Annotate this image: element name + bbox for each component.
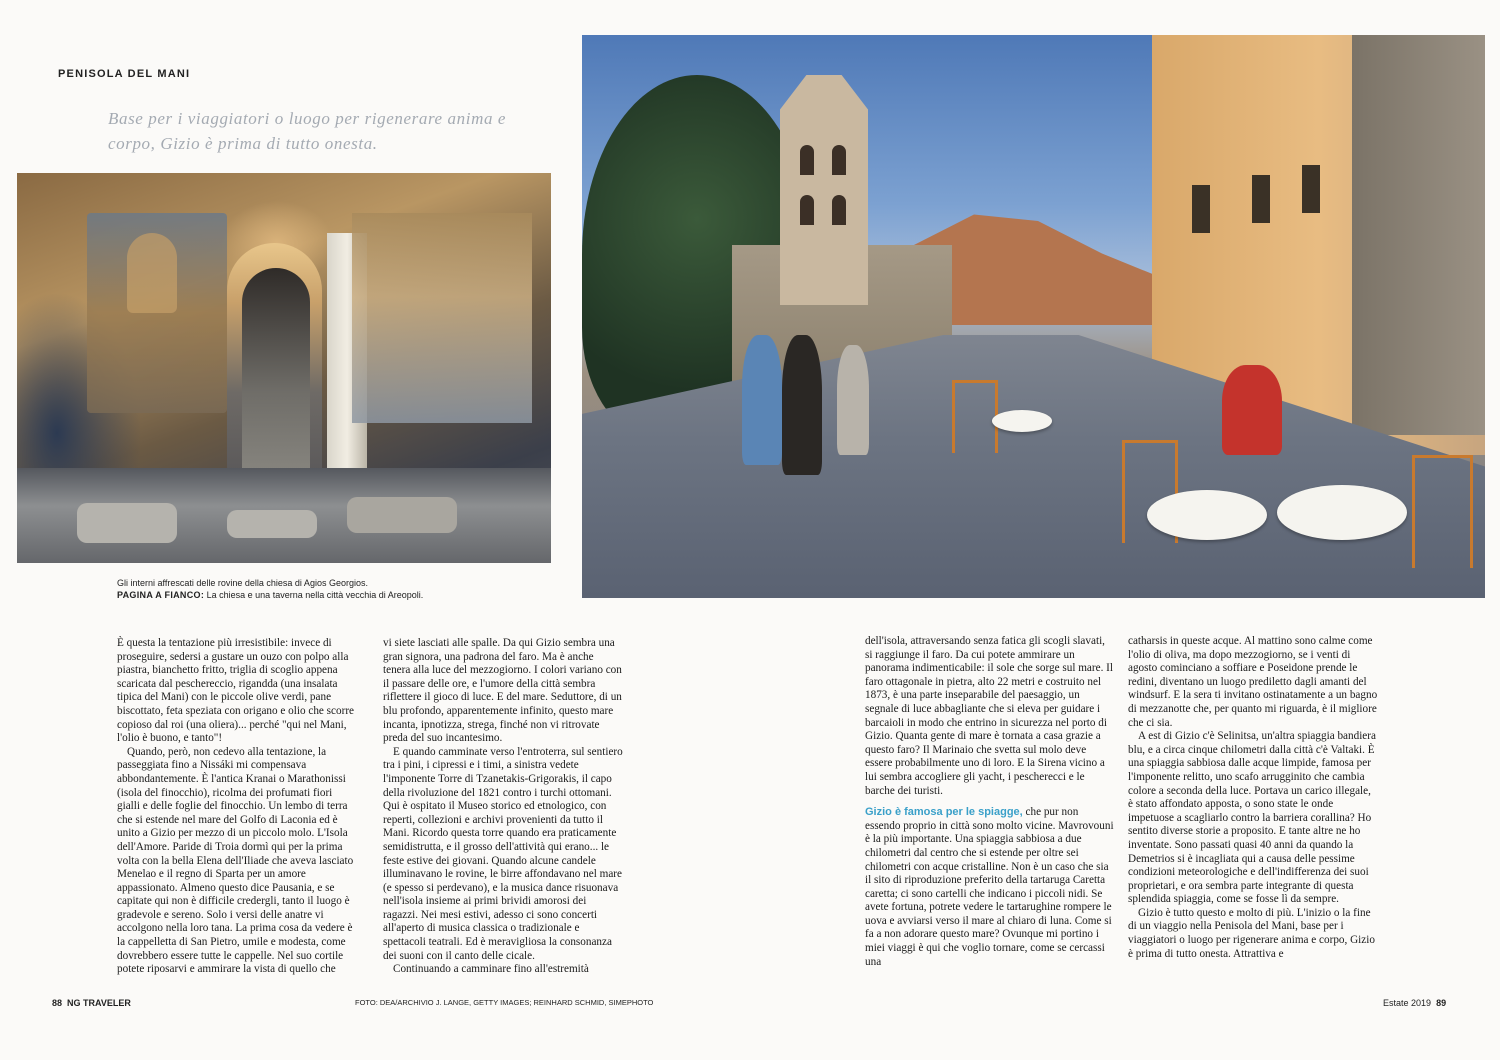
bell-opening [800, 145, 814, 175]
fresco-panel-left [87, 213, 227, 413]
cafe-table [992, 410, 1052, 432]
cafe-table [1277, 485, 1407, 540]
person [1222, 365, 1282, 455]
issue-label: Estate 2019 [1383, 998, 1432, 1008]
person [782, 335, 822, 475]
cafe-chair [952, 380, 998, 453]
cafe-chair [1412, 455, 1473, 568]
page-number: 88 [52, 998, 63, 1008]
stone-wall [1352, 35, 1485, 435]
stone-block [347, 497, 457, 533]
paragraph: catharsis in queste acque. Al mattino sono calme come l'olio di oliva, ma dopo mezzogiorno, se i venti di agosto cominciano a soffiare e Poseidone prende le redini, diventano un luogo prediletto dagli amanti del windsurf. E la sera ti invitano ostinatamente a un bagno di mezzanotte che, per quanto mi riguarda, è il migliore che ci sia. [1128, 635, 1378, 729]
caption-bold-label: PAGINA A FIANCO: [117, 590, 205, 600]
folio-right [1383, 998, 1446, 1008]
paragraph: Gizio è tutto questo e molto di più. L'inizio o la fine di un viaggio nella Penisola del Mani, base per i viaggiatori o luogo per rigenerare anima e corpo, Gizio è prima di tutto onesta. Attrattiva e [1128, 906, 1375, 960]
caption-line-1: Gli interni affrescati delle rovine della chiesa di Agios Georgios. [117, 578, 368, 588]
paragraph: dell'isola, attraversando senza fatica gli scogli slavati, si raggiunge il faro. Da cui potete ammirare un panorama indimenticabile: il sole che sorge sul mare. Il faro ottagonale in pietra, alto 22 metri e costruito nel 1873, è una parte inseparabile del paesaggio, un segnale di luce abbagliante che si eleva per guidare i barcaioli in modo che entrino in sicurezza nel porto di Gizio. Quanta gente di mare è tornata a casa grazie a questo faro? Il Marinaio che svetta sul molo deve essere probabilmente uno di loro. E la Sirena vicino a lui sembra accogliere gli yacht, i pescherecci e le barche dei turisti. [865, 635, 1114, 797]
bell-opening [832, 145, 846, 175]
text-column-1 [117, 637, 357, 977]
window [1192, 185, 1210, 233]
paragraph: E quando camminate verso l'entroterra, sul sentiero tra i pini, i cipressi e i timi, a sinistra vedete l'imponente Torre di Tzanetakis-Grigorakis, il capo della rivoluzione del 1821 contro i turchi ottomani. Qui è ospitato il Museo storico ed etnologico, con reperti, collezioni e archivi provenienti da tutto il Mani. Ricordo questa torre quando era praticamente semidistrutta, e il grosso dell'attività qui erano... le feste estive dei giovani. Quando alcune candele illuminavano le rovine, le birre affondavano nel mare (e spesso si perdevano), e la musica dance risuonava nell'isola insieme ai primi brividi amorosi dei ragazzi. Nei mesi estivi, adesso ci sono concerti all'aperto di musica classica o tradizionale e spettacoli teatrali. Ed è meravigliosa la consonanza dei suoni con il canto delle cicale. [383, 745, 623, 962]
magazine-name: NG TRAVELER [67, 998, 131, 1008]
fresco-panel-right [352, 213, 532, 423]
cafe-table [1147, 490, 1267, 540]
photo-caption [117, 577, 547, 601]
paragraph: È questa la tentazione più irresistibile: invece di proseguire, sedersi a gustare un ouzo con polpo alla piastra, bianchetto fritto, triglia di scoglio appena scaricata dal peschereccio, rigandda (una insalata tipica del Mani) con le piccole olive verdi, pane biscottato, feta speziata con origano e olio che scorre copioso dal roi (una oliera)... perché "qui nel Mani, l'olio è buono, e tanto"! [117, 637, 355, 745]
paragraph: vi siete lasciati alle spalle. Da qui Gizio sembra una gran signora, una padrona del faro. Ma è anche tenera alla luce del mezzogiorno. I colori variano con il passare delle ore, e l'umore della città sembra riflettere il gioco di luce. E del mare. Seduttore, di un blu profondo, apparentemente infinito, questo mare incanta, ipnotizza, strega, finché non vi ritrovate preda del suo incantesimo. [383, 637, 622, 745]
person [837, 345, 869, 455]
text-column-4 [1128, 635, 1378, 961]
bell-opening [832, 195, 846, 225]
window [1302, 165, 1320, 213]
church-interior-photo [17, 173, 551, 563]
paragraph: A est di Gizio c'è Selinitsa, un'altra spiaggia bandiera blu, e a circa cinque chilometri dalla città c'è Valtaki. È una spiaggia sabbiosa dalle acque limpide, famosa per l'imponente relitto, uno scafo arrugginito che cambia colore a seconda della luce. Portava un carico illegale, è stato affondato apposta, o sono state le onde impetuose a scagliarlo contro la barriera corallina? Ho sentito diverse storie a proposito. E tante altre ne ho inventate. Sono passati quasi 40 anni da quando la Demetrios si è incagliata qui a causa delle pessime condizioni meteorologiche e dell'indifferenza dei suoi proprietari, e ora sembra parte integrante di questa splendida spiaggia, come se fosse lì da sempre. [1128, 730, 1376, 906]
bell-opening [800, 195, 814, 225]
areopoli-street-photo [582, 35, 1485, 598]
paragraph-text: che pur non essendo proprio in città sono molto vicine. Mavrovouni è la più importante. Una spiaggia sabbiosa a due chilometri dal centro che si estende per oltre sei chilometri con acque cristalline. Non è un caso che sia il sito di riproduzione preferito della tartaruga Caretta caretta; ci sono cartelli che indicano i piccoli nidi. Se avete fortuna, potrete vedere le tartarughine rompere le uova e avviarsi verso il mare al chiaro di luna. Come si fa a non adorare questo mare? Ovunque mi portino i miei viaggi è qui che voglio tornare, come se cercassi una [865, 806, 1114, 968]
pullquote: Base per i viaggiatori o luogo per rigenerare anima e corpo, Gizio è prima di tutto onesta. [108, 109, 507, 153]
photo-credits: FOTO: DEA/ARCHIVIO J. LANGE, GETTY IMAGES; REINHARD SCHMID, SIMEPHOTO [355, 998, 654, 1007]
text-column-2 [383, 637, 623, 977]
text-column-3 [865, 635, 1115, 969]
folio-left [52, 998, 131, 1008]
window [1252, 175, 1270, 223]
subhead: Gizio è famosa per le spiagge, [865, 806, 1023, 819]
caption-line-2: La chiesa e una taverna nella città vecchia di Areopoli. [204, 590, 424, 600]
bell-tower [780, 75, 868, 305]
section-label: PENISOLA DEL MANI [58, 68, 191, 80]
stone-block [77, 503, 177, 543]
person [742, 335, 782, 465]
stone-block [227, 510, 317, 538]
page-number: 89 [1436, 998, 1447, 1008]
paragraph-with-subhead [865, 806, 1115, 969]
paragraph: Quando, però, non cedevo alla tentazione, la passeggiata fino a Nissáki mi compensava abbondantemente. È l'antica Kranai o Marathonissi (isola del finocchio), ricolma dei profumati fiori gialli e delle foglie del finocchio. Un lembo di terra che si estende nel mare del Golfo di Laconia ed è unito a Gizio per mezzo di un piccolo molo. L'Isola dell'Amore. Paride di Troia dormì qui per la prima volta con la bella Elena dell'Iliade che aveva lasciato Menelao e il regno di Sparta per un amore appassionato. Almeno questo dice Pausania, e se capitate qui non è difficile credergli, tanto il luogo è gradevole e sereno. Solo i versi delle anatre vi accolgono nella loro tana. La prima cosa da vedere è la cappelletta di San Pietro, umile e modesta, come dovrebbero essere tutte le cappelle. Nel suo cortile potete riposarvi e ammirare la vista di quello che [117, 745, 354, 976]
paragraph: Continuando a camminare fino all'estremità [393, 963, 589, 976]
